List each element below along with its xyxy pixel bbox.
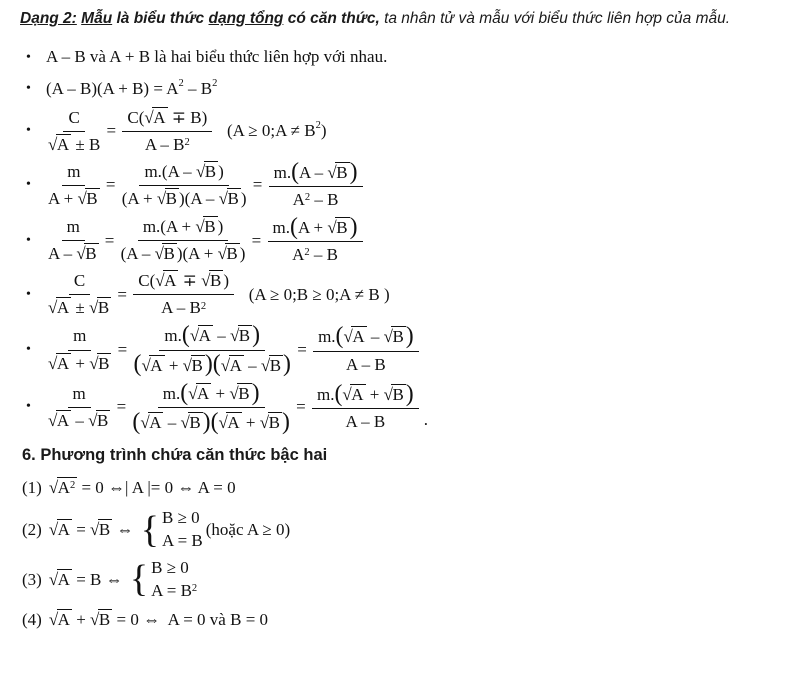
sqrt-radical: √B bbox=[383, 384, 404, 404]
bullet-item bbox=[20, 78, 782, 100]
sqrt-radical: √B bbox=[195, 161, 217, 181]
bullet-item bbox=[20, 160, 782, 211]
sqrt-radical: √B bbox=[90, 519, 111, 539]
sqrt-radical: √B bbox=[217, 244, 238, 264]
sqrt-radical: √A bbox=[218, 412, 240, 432]
sqrt-radical: √B bbox=[90, 610, 111, 630]
sqrt-radical: √B bbox=[195, 217, 216, 237]
sqrt-radical: √A bbox=[48, 410, 70, 430]
sqrt-radical: √A bbox=[48, 298, 70, 318]
sqrt-radical: √A bbox=[144, 107, 166, 127]
math-formula: $\frac{m}{A - √B}$ = $\frac{m.(A + √B )}{(A - √B )(A + √B )}$ = $\frac{m.(A + √B)}{A2 - B}$ bbox=[46, 215, 365, 266]
sqrt-radical: √A bbox=[48, 353, 70, 373]
sqrt-radical: √B bbox=[76, 244, 97, 264]
sqrt-radical: √A bbox=[141, 355, 163, 375]
title-segment: ta nhân tử và mẫu với biểu thức liên hợp của mẫu. bbox=[384, 10, 731, 27]
equation-number: (1) bbox=[22, 477, 42, 497]
sqrt-radical: √A bbox=[140, 412, 162, 432]
math-formula: $\frac{m}{A + √B}$ = $\frac{m.(A - √B )}{(A + √B )(A - √B )}$ = $\frac{m.(A - √B)}{A2 - B}$ bbox=[46, 160, 365, 211]
bullet-item bbox=[20, 323, 782, 376]
sqrt-radical: √B bbox=[229, 326, 251, 346]
equation-list bbox=[20, 477, 782, 632]
sqrt-radical: √A bbox=[342, 384, 364, 404]
math-formula: √A + √B = 0 ⇔ A = 0 và B = 0 bbox=[49, 609, 268, 631]
bullet-list bbox=[20, 46, 782, 433]
sqrt-radical: √B bbox=[89, 353, 110, 373]
math-formula: $\frac{m}{√A + √B}$ = $\frac{m.(√A - √B)}{(√A + √B)(√A - √B)}$ = $\frac{m.(√A - √B)}{A - B}$ bbox=[46, 323, 421, 376]
math-formula: A – B và A + B là hai biểu thức liên hợp với nhau. bbox=[46, 47, 388, 67]
equation-number: (3) bbox=[22, 569, 42, 589]
bullet-item bbox=[20, 215, 782, 266]
sqrt-radical: √A bbox=[155, 271, 177, 291]
sqrt-radical: √A bbox=[343, 327, 365, 347]
title-segment: Mẫu bbox=[81, 10, 113, 27]
math-formula: √A2 = 0 ⇔| A |= 0 ⇔ A = 0 bbox=[49, 477, 236, 499]
sqrt-radical: √B bbox=[88, 410, 109, 430]
math-formula: √A = B ⇔ { B ≥ 0 A = B2 bbox=[48, 557, 198, 601]
sqrt-radical: √B bbox=[156, 188, 177, 208]
bullet-item bbox=[20, 46, 782, 68]
sqrt-radical: √B bbox=[383, 327, 404, 347]
page-title bbox=[20, 8, 782, 30]
bullet-marker: • bbox=[26, 342, 31, 357]
bullet-marker: • bbox=[26, 49, 31, 65]
bullet-item bbox=[20, 270, 782, 319]
bullet-marker: • bbox=[26, 123, 31, 139]
equation-item bbox=[20, 558, 782, 602]
equation-item bbox=[20, 477, 782, 499]
sqrt-radical: √B bbox=[154, 244, 175, 264]
title-segment: có căn thức, bbox=[283, 10, 385, 27]
bullet-marker: • bbox=[26, 80, 31, 96]
sqrt-radical: √B bbox=[182, 355, 203, 375]
sqrt-radical: √B bbox=[180, 412, 201, 432]
bullet-marker: • bbox=[26, 177, 31, 193]
math-formula: $\frac{m}{√A - √B}$ = $\frac{m.(√A + √B)}{(√A - √B)(√A + √B)}$ = $\frac{m.(√A + √B)}{A - B}$ . bbox=[48, 379, 428, 435]
bullet-item bbox=[20, 107, 782, 156]
sqrt-radical: √B bbox=[218, 188, 239, 208]
sqrt-radical: √B bbox=[260, 355, 282, 375]
bullet-marker: • bbox=[26, 399, 31, 415]
sqrt-radical: √B bbox=[327, 218, 348, 238]
math-formula: $\frac{C}{√A \pm √B}$ = $\frac{C(√A \mp √B )}{A - B2}$ (A ≥ 0;B ≥ 0;A ≠ B ) bbox=[46, 270, 390, 319]
title-segment: Dạng 2: bbox=[20, 10, 77, 27]
sqrt-radical: √A2 bbox=[48, 477, 76, 497]
sqrt-radical: √B bbox=[327, 162, 348, 182]
equation-item bbox=[20, 508, 782, 552]
equation-number: (2) bbox=[22, 519, 42, 539]
sqrt-radical: √B bbox=[88, 298, 110, 318]
math-formula: √A = √B ⇔ { B ≥ 0 A = B (hoặc A ≥ 0) bbox=[48, 507, 291, 551]
sqrt-radical: √A bbox=[220, 355, 242, 375]
math-formula: (A – B)(A + B) = A 2 – B 2 bbox=[46, 77, 218, 98]
section-heading: 6. Phương trình chứa căn thức bậc hai bbox=[22, 445, 328, 464]
sqrt-radical: √B bbox=[77, 188, 98, 208]
equation-number: (4) bbox=[22, 610, 42, 630]
title-segment: là biểu thức bbox=[112, 10, 209, 27]
sqrt-radical: √A bbox=[48, 519, 70, 539]
sqrt-radical: √A bbox=[48, 569, 70, 589]
sqrt-radical: √B bbox=[201, 271, 222, 291]
sqrt-radical: √B bbox=[259, 412, 280, 432]
bullet-item bbox=[20, 381, 782, 434]
math-formula: $\frac{C}{√A \pm B}$ = $\frac{C(√A \mp B)}{A - B2}$ (A ≥ 0;A ≠ B 2 ) bbox=[46, 107, 327, 156]
sqrt-radical: √A bbox=[48, 610, 70, 630]
title-segment: dạng tổng bbox=[208, 10, 284, 27]
sqrt-radical: √A bbox=[188, 383, 210, 403]
sqrt-radical: √A bbox=[48, 134, 70, 154]
bullet-marker: • bbox=[26, 286, 31, 302]
bullet-marker: • bbox=[26, 232, 31, 248]
equation-item bbox=[20, 609, 782, 631]
sqrt-radical: √A bbox=[189, 326, 211, 346]
sqrt-radical: √B bbox=[229, 383, 250, 403]
